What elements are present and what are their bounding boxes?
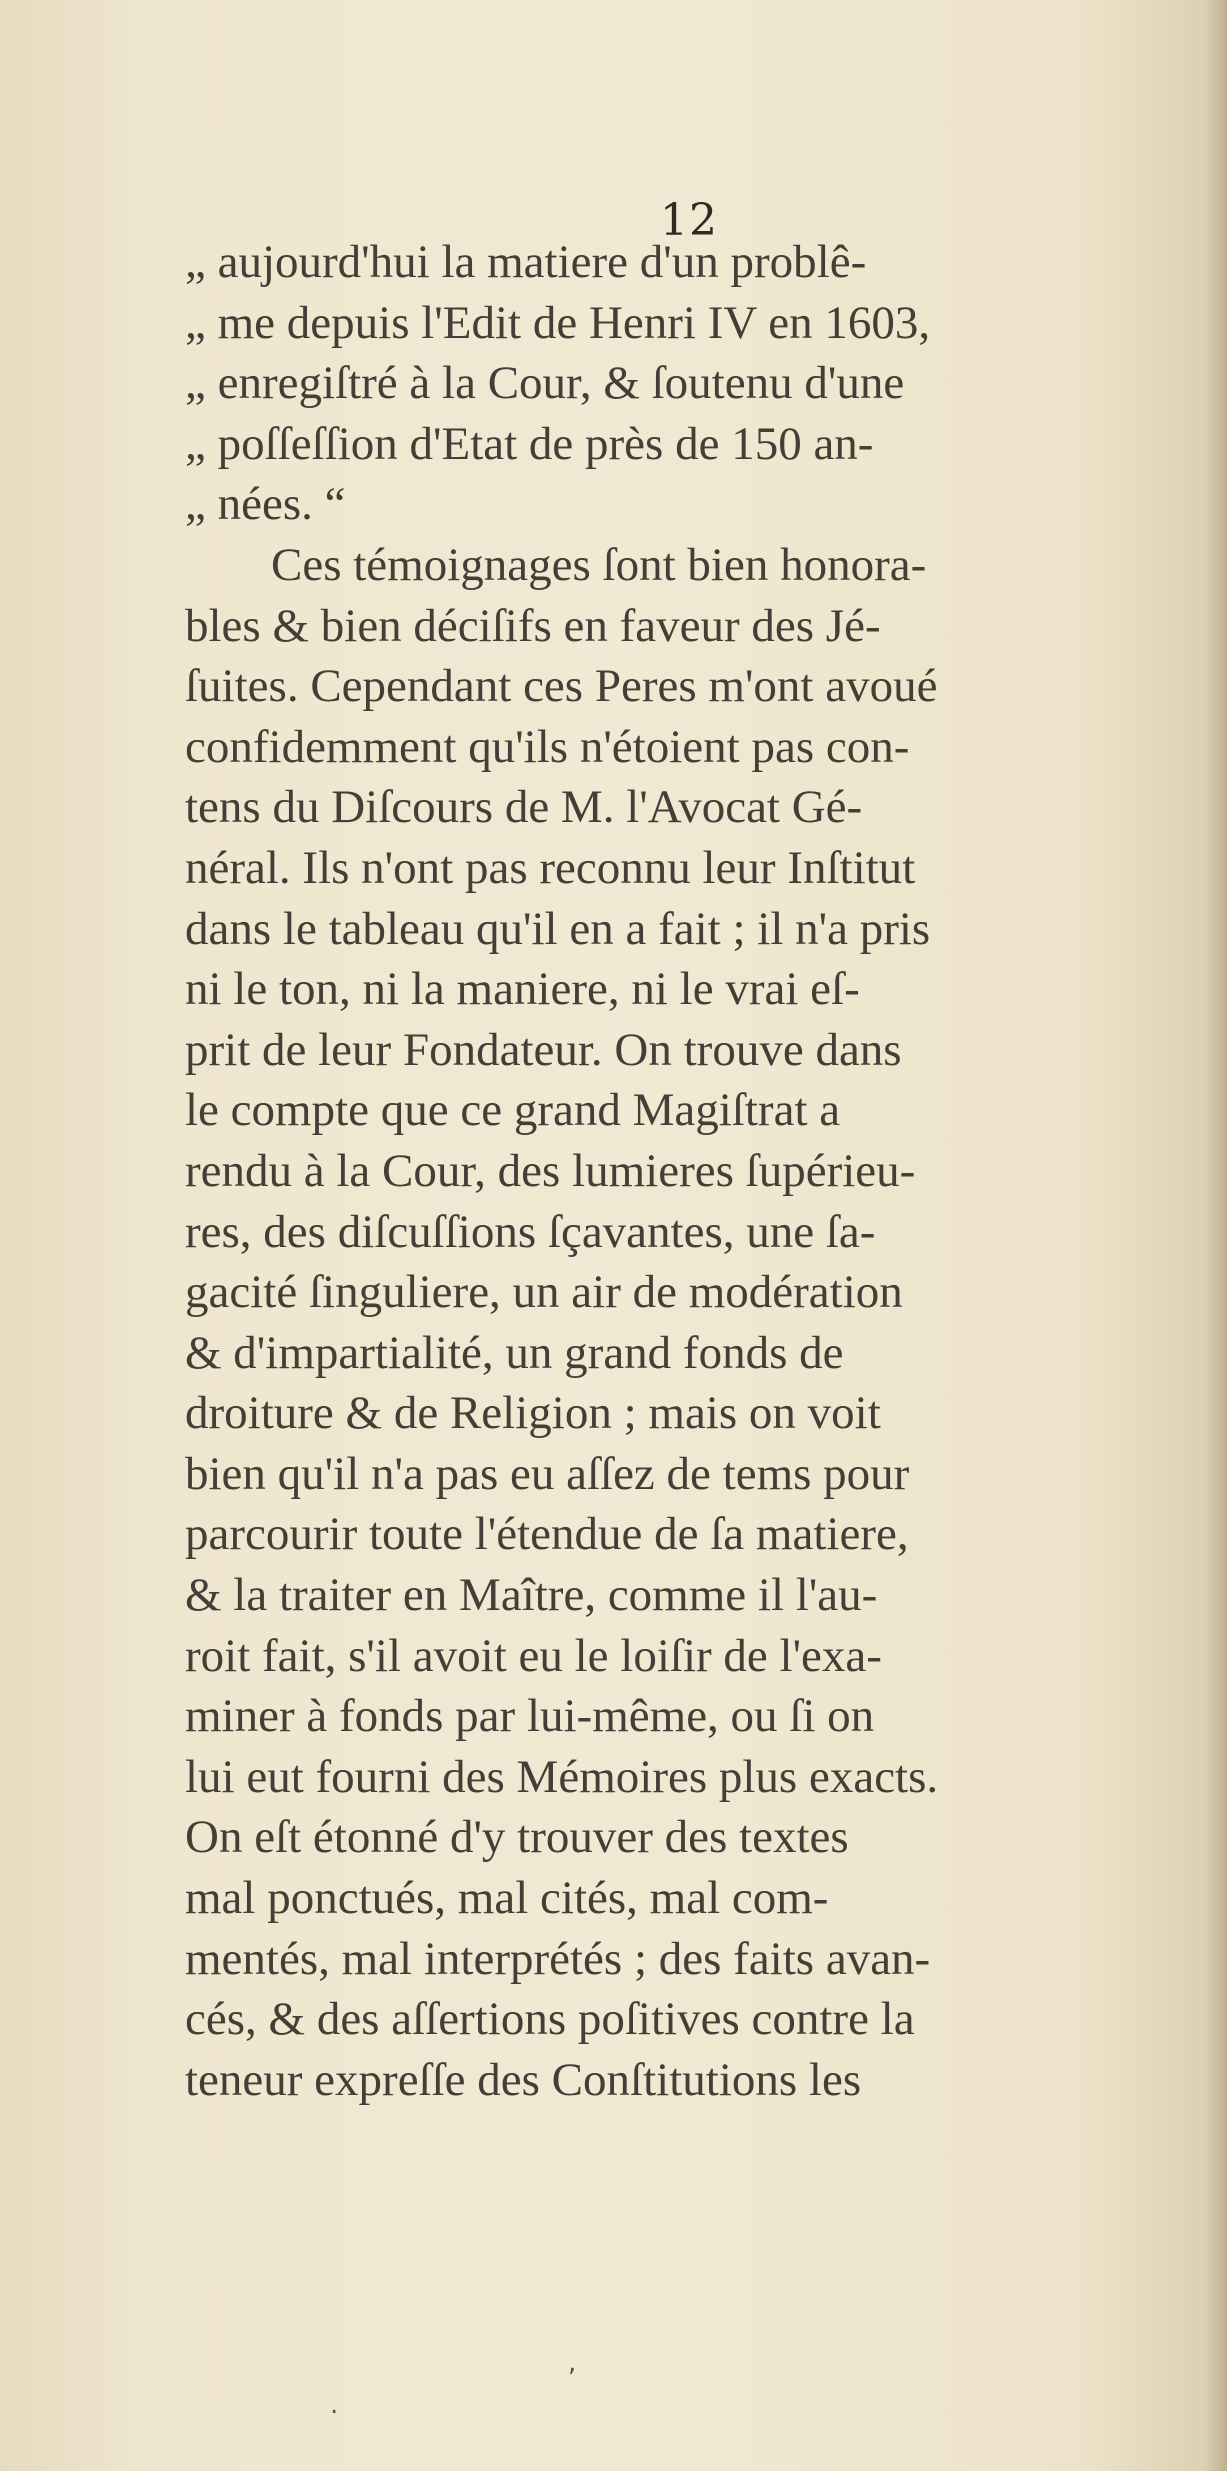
text-line: confidemment qu'ils n'étoient pas con- bbox=[185, 720, 910, 773]
text-line: „ aujourd'hui la matiere d'un problê- bbox=[185, 236, 867, 288]
text-line: le compte que ce grand Magiſtrat a bbox=[185, 1084, 841, 1137]
text-line: mal ponctués, mal cités, mal com- bbox=[185, 1872, 829, 1925]
text-line: & d'impartialité, un grand fonds de bbox=[185, 1326, 844, 1379]
text-line: „ nées. “ bbox=[185, 478, 346, 531]
text-line: „ enregiſtré à la Cour, & ſoutenu d'une bbox=[185, 357, 905, 410]
page-text bbox=[185, 232, 1165, 2110]
text-line: roit fait, s'il avoit eu le loiſir de l'exa- bbox=[185, 1629, 882, 1682]
text-line: droiture & de Religion ; mais on voit bbox=[185, 1387, 881, 1440]
text-line: teneur expreſſe des Conſtitutions les bbox=[185, 2053, 862, 2106]
ink-speck-mark: . bbox=[330, 2390, 339, 2420]
text-line: rendu à la Cour, des lumieres ſupérieu- bbox=[185, 1144, 916, 1197]
page-number: 12 bbox=[660, 195, 718, 246]
text-line: dans le tableau qu'il en a fait ; il n'a pris bbox=[185, 902, 931, 955]
page-edge-shadow bbox=[1205, 0, 1227, 2471]
text-line: prit de leur Fondateur. On trouve dans bbox=[185, 1023, 902, 1076]
text-line: cés, & des aſſertions poſitives contre la bbox=[185, 1993, 915, 2046]
text-line: gacité ſinguliere, un air de modération bbox=[185, 1266, 903, 1319]
text-line: tens du Diſcours de M. l'Avocat Gé- bbox=[185, 781, 863, 834]
text-line: & la traiter en Maître, comme il l'au- bbox=[185, 1569, 878, 1622]
text-line: néral. Ils n'ont pas reconnu leur Inſtitut bbox=[185, 841, 916, 894]
text-line: res, des diſcuſſions ſçavantes, une ſa- bbox=[185, 1205, 876, 1258]
text-line: On eſt étonné d'y trouver des textes bbox=[185, 1811, 849, 1864]
text-line: miner à fonds par lui-même, ou ſi on bbox=[185, 1690, 875, 1743]
ink-speck-mark: , bbox=[568, 2348, 577, 2378]
text-line: bien qu'il n'a pas eu aſſez de tems pour bbox=[185, 1447, 910, 1500]
text-line: „ poſſeſſion d'Etat de près de 150 an- bbox=[185, 417, 874, 470]
paragraph-start-line: Ces témoignages ſont bien honora- bbox=[271, 538, 927, 591]
text-line: ni le ton, ni la maniere, ni le vrai eſ- bbox=[185, 963, 860, 1016]
text-line: „ me depuis l'Edit de Henri IV en 1603, bbox=[185, 296, 931, 349]
text-line: bles & bien déciſifs en faveur des Jé- bbox=[185, 599, 881, 652]
text-line: parcourir toute l'étendue de ſa matiere, bbox=[185, 1508, 909, 1561]
text-line: ſuites. Cependant ces Peres m'ont avoué bbox=[185, 660, 938, 713]
text-line: lui eut fourni des Mémoires plus exacts. bbox=[185, 1750, 939, 1803]
text-line: mentés, mal interprétés ; des faits avan- bbox=[185, 1932, 931, 1985]
